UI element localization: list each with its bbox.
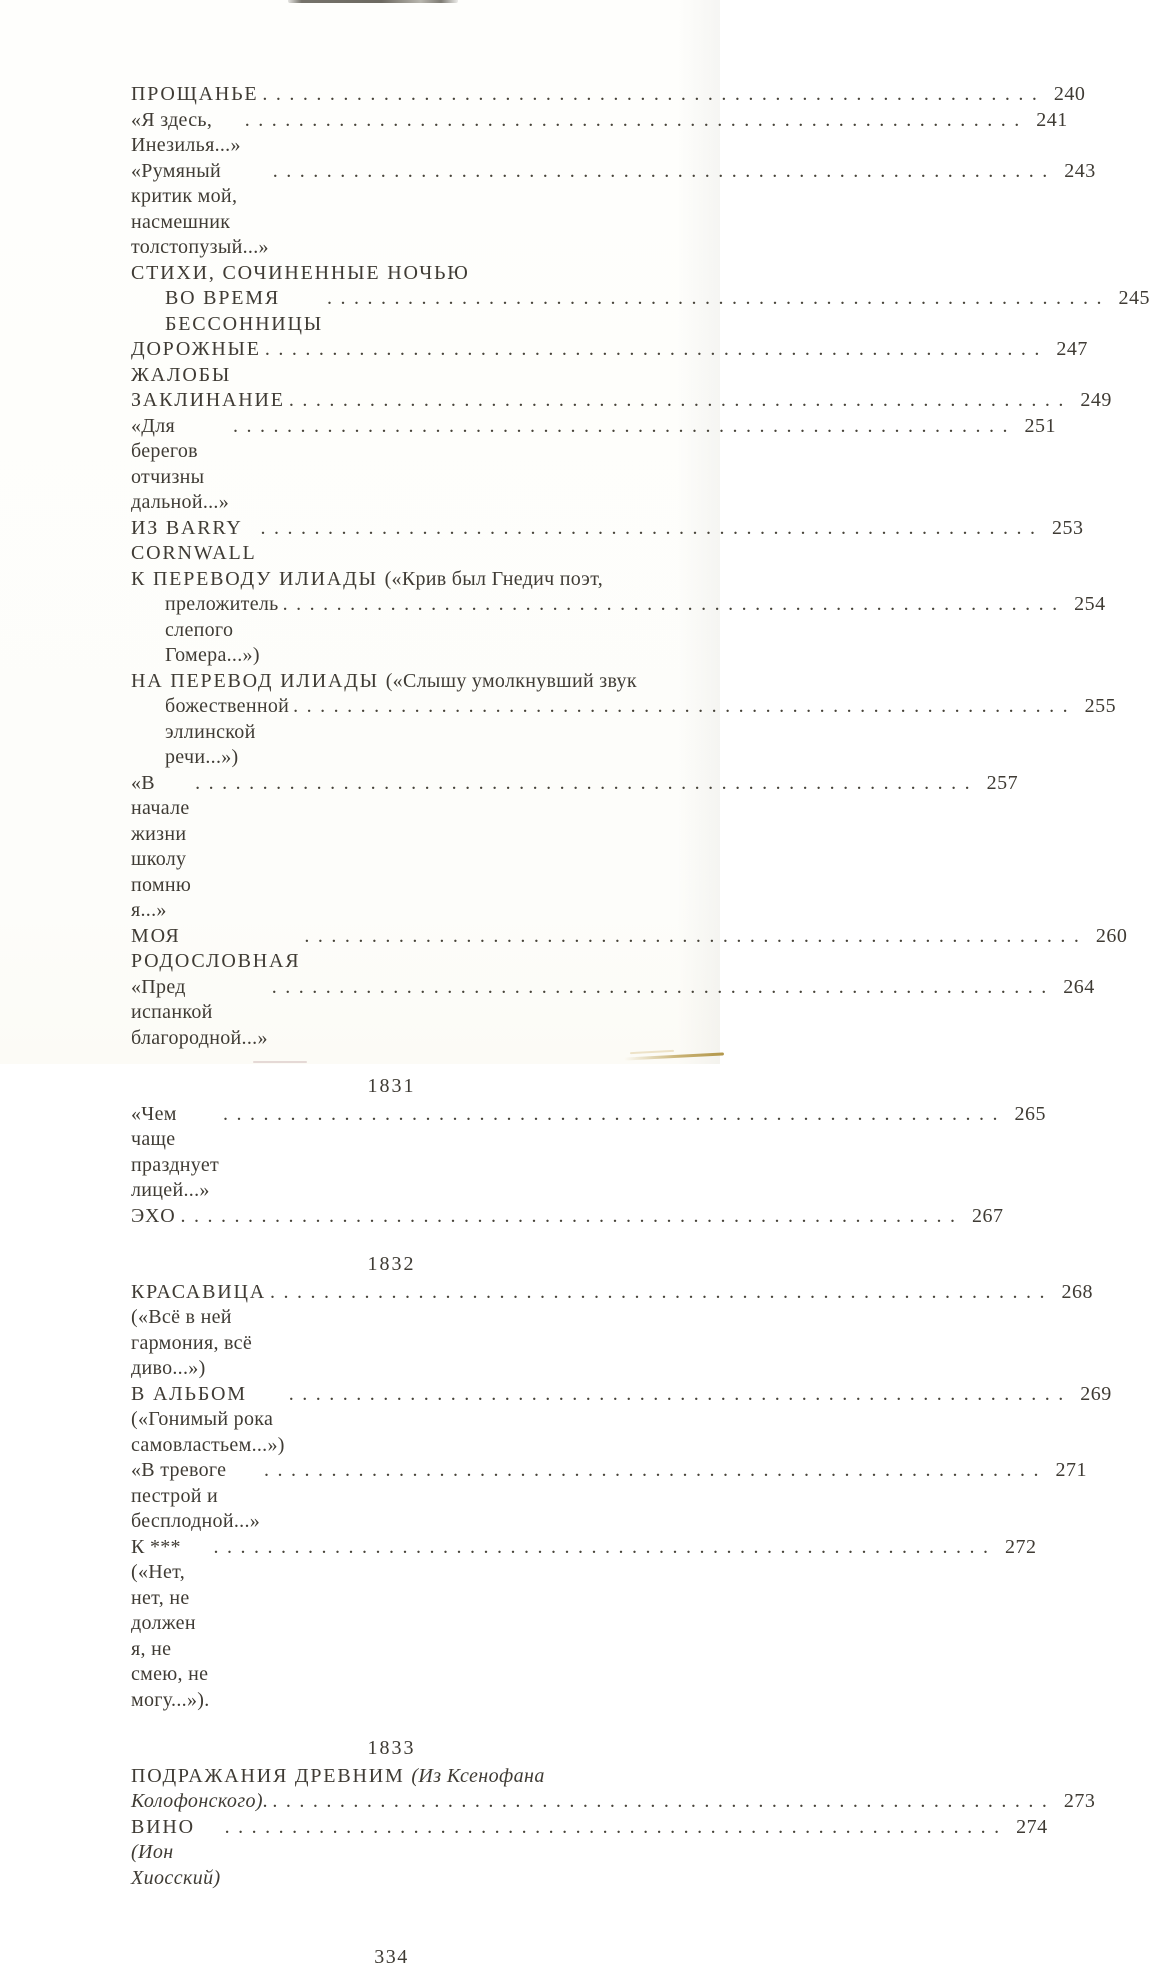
toc-entry-title	[131, 567, 603, 593]
toc-row	[131, 1764, 652, 1790]
toc-entry-title	[131, 159, 269, 261]
toc-entry-title	[131, 388, 285, 414]
toc-page-number: 267	[971, 1204, 1004, 1227]
toc-row	[131, 924, 1128, 975]
dot-leader	[273, 159, 1056, 185]
toc-entry-title	[131, 1458, 260, 1535]
toc-entry-segment: К *** («Нет, нет, не должен я, не смею, не могу...»).	[131, 1535, 214, 1711]
toc-entry-title	[131, 108, 241, 159]
dot-leader	[272, 1789, 1055, 1815]
toc-row	[131, 567, 652, 593]
toc-entry-segment: (Из Ксенофана	[411, 1764, 545, 1787]
dot-leader	[293, 694, 1076, 720]
dot-leader	[225, 1815, 1008, 1841]
toc-entry-segment: «Чем чаще празднует лицей...»	[131, 1102, 225, 1201]
toc-entry-segment: ВО ВРЕМЯ БЕССОННИЦЫ	[165, 287, 324, 335]
toc-entry-segment: ВИНО	[131, 1815, 202, 1838]
toc-page-number: 257	[986, 771, 1019, 794]
year-heading: 1833	[367, 1737, 416, 1759]
toc-page-number: 253	[1052, 516, 1084, 539]
dot-leader	[262, 82, 1045, 108]
toc-row	[131, 1280, 1094, 1382]
toc-row	[131, 1535, 1037, 1714]
toc-entry-segment: ЗАКЛИНАНИЕ	[131, 389, 285, 411]
toc-page-number: 269	[1080, 1382, 1112, 1405]
toc-entry-title	[165, 286, 323, 337]
toc-entry-segment: «Пред испанкой благородной...»	[131, 975, 268, 1049]
toc-row	[131, 286, 1150, 337]
toc-row	[131, 414, 1057, 516]
toc-entry-segment: СТИХИ, СОЧИНЕННЫЕ НОЧЬЮ	[131, 261, 470, 284]
toc-page-number: 268	[1061, 1280, 1094, 1303]
dot-leader	[270, 1280, 1053, 1306]
toc-page-number: 273	[1063, 1790, 1096, 1812]
dot-leader	[304, 924, 1087, 950]
scan-smudge-bottom	[253, 1061, 307, 1063]
toc-entry-title	[131, 1102, 225, 1204]
toc-entry-title	[131, 82, 258, 108]
dot-leader	[223, 1102, 1006, 1128]
toc-page-number: 260	[1095, 924, 1128, 947]
toc-entry-title	[131, 771, 197, 924]
table-of-contents	[131, 82, 1150, 1971]
toc-entry-segment: (Ион Хиосский)	[131, 1841, 221, 1889]
toc-page-number: 264	[1063, 975, 1095, 998]
dot-leader	[289, 1382, 1072, 1408]
toc-entry-segment: МОЯ РОДОСЛОВНАЯ	[131, 924, 301, 972]
toc-row	[131, 82, 1086, 108]
toc-entry-title	[131, 1789, 268, 1815]
dot-leader	[272, 975, 1055, 1001]
toc-entry-title	[131, 1764, 545, 1790]
toc-entry-segment: НА ПЕРЕВОД ИЛИАДЫ	[131, 669, 386, 692]
toc-page-number: 249	[1080, 389, 1112, 411]
dot-leader	[261, 516, 1044, 542]
toc-page-number: 274	[1016, 1815, 1048, 1838]
toc-page-number: 255	[1084, 695, 1117, 717]
dot-leader	[214, 1535, 997, 1561]
dot-leader	[233, 414, 1016, 440]
toc-entry-segment: («Слышу умолкнувший звук	[385, 669, 637, 692]
toc-page-number: 265	[1014, 1102, 1047, 1125]
toc-entry-segment: «Для берегов отчизны дальной...»	[131, 414, 230, 513]
dot-leader	[265, 337, 1048, 363]
toc-entry-title	[131, 1535, 214, 1714]
toc-entry-title	[131, 975, 268, 1052]
toc-page-number: 240	[1053, 83, 1086, 105]
toc-entry-title	[131, 924, 300, 975]
toc-row	[131, 108, 1068, 159]
year-heading: 1832	[367, 1253, 416, 1275]
toc-page-number: 251	[1024, 414, 1057, 437]
toc-row	[131, 388, 1112, 414]
toc-row	[131, 1815, 1048, 1892]
toc-page-number: 243	[1064, 159, 1096, 182]
toc-entry-segment: КРАСАВИЦА	[131, 1280, 273, 1303]
dot-leader	[289, 388, 1072, 414]
toc-row	[131, 1204, 1004, 1230]
toc-page-number: 247	[1056, 338, 1088, 360]
toc-row	[131, 1789, 1096, 1815]
toc-row	[131, 159, 1096, 261]
toc-row	[131, 975, 1095, 1052]
toc-row	[131, 1458, 1088, 1535]
toc-entry-segment: божественной эллинской речи...»)	[165, 695, 295, 768]
toc-row	[131, 592, 1106, 669]
toc-entry-title	[165, 592, 284, 669]
toc-row	[131, 1382, 1112, 1459]
toc-entry-segment: («Всё в ней гармония, всё диво...»)	[131, 1306, 258, 1379]
dot-leader	[245, 108, 1028, 134]
toc-entry-segment: К ПЕРЕВОДУ ИЛИАДЫ	[131, 567, 385, 590]
toc-entry-segment: ПОДРАЖАНИЯ ДРЕВНИМ	[131, 1764, 412, 1787]
toc-entry-title	[131, 516, 257, 567]
toc-list	[131, 82, 1150, 1891]
toc-entry-segment: Колофонского).	[131, 1790, 269, 1812]
toc-entry-title	[131, 1280, 273, 1382]
dot-leader	[327, 286, 1110, 312]
toc-entry-segment: «Румяный критик мой, насмешник толстопузый...»	[131, 159, 269, 258]
toc-page-number: 271	[1055, 1459, 1088, 1481]
toc-page-number: 254	[1074, 593, 1106, 615]
toc-page-number: 245	[1118, 287, 1150, 309]
toc-entry-title	[131, 669, 637, 695]
toc-row	[131, 516, 1084, 567]
toc-entry-segment: ПРОЩАНЬЕ	[131, 83, 259, 105]
toc-page-number: 241	[1036, 108, 1068, 131]
toc-entry-title	[131, 1382, 285, 1459]
toc-row	[131, 669, 652, 695]
toc-row	[131, 771, 1019, 924]
toc-entry-title	[131, 1204, 176, 1230]
dot-leader	[264, 1458, 1047, 1484]
dot-leader	[195, 771, 978, 797]
folio-page-number: 334	[374, 1946, 409, 1968]
toc-entry-title	[131, 261, 470, 287]
year-heading: 1831	[367, 1075, 416, 1097]
toc-row	[131, 1102, 1047, 1204]
toc-entry-segment: («Крив был Гнедич поэт,	[384, 567, 604, 590]
toc-entry-segment: («Гонимый рока самовластьем...»)	[131, 1408, 285, 1456]
toc-entry-title	[131, 337, 268, 388]
dot-leader	[283, 592, 1066, 618]
toc-entry-title	[165, 694, 295, 771]
toc-entry-segment: В АЛЬБОМ	[131, 1382, 254, 1405]
toc-entry-segment: преложитель слепого Гомера...»)	[165, 593, 284, 666]
toc-entry-segment: «В тревоге пестрой и бесплодной...»	[131, 1459, 261, 1532]
toc-row	[131, 694, 1117, 771]
toc-entry-segment: ИЗ BARRY CORNWALL	[131, 516, 257, 564]
toc-entry-segment: «Я здесь, Инезилья...»	[131, 108, 241, 156]
toc-row	[131, 261, 652, 287]
toc-entry-segment: ЭХО	[131, 1204, 177, 1227]
toc-entry-segment: «В начале жизни школу помню я...»	[131, 771, 197, 921]
toc-row	[131, 337, 1088, 388]
dot-leader	[180, 1204, 963, 1230]
toc-page-number: 272	[1005, 1535, 1037, 1558]
toc-entry-title	[131, 414, 229, 516]
scan-artifact-top-edge	[288, 0, 458, 3]
toc-entry-segment: ДОРОЖНЫЕ ЖАЛОБЫ	[131, 338, 268, 386]
toc-entry-title	[131, 1815, 221, 1892]
